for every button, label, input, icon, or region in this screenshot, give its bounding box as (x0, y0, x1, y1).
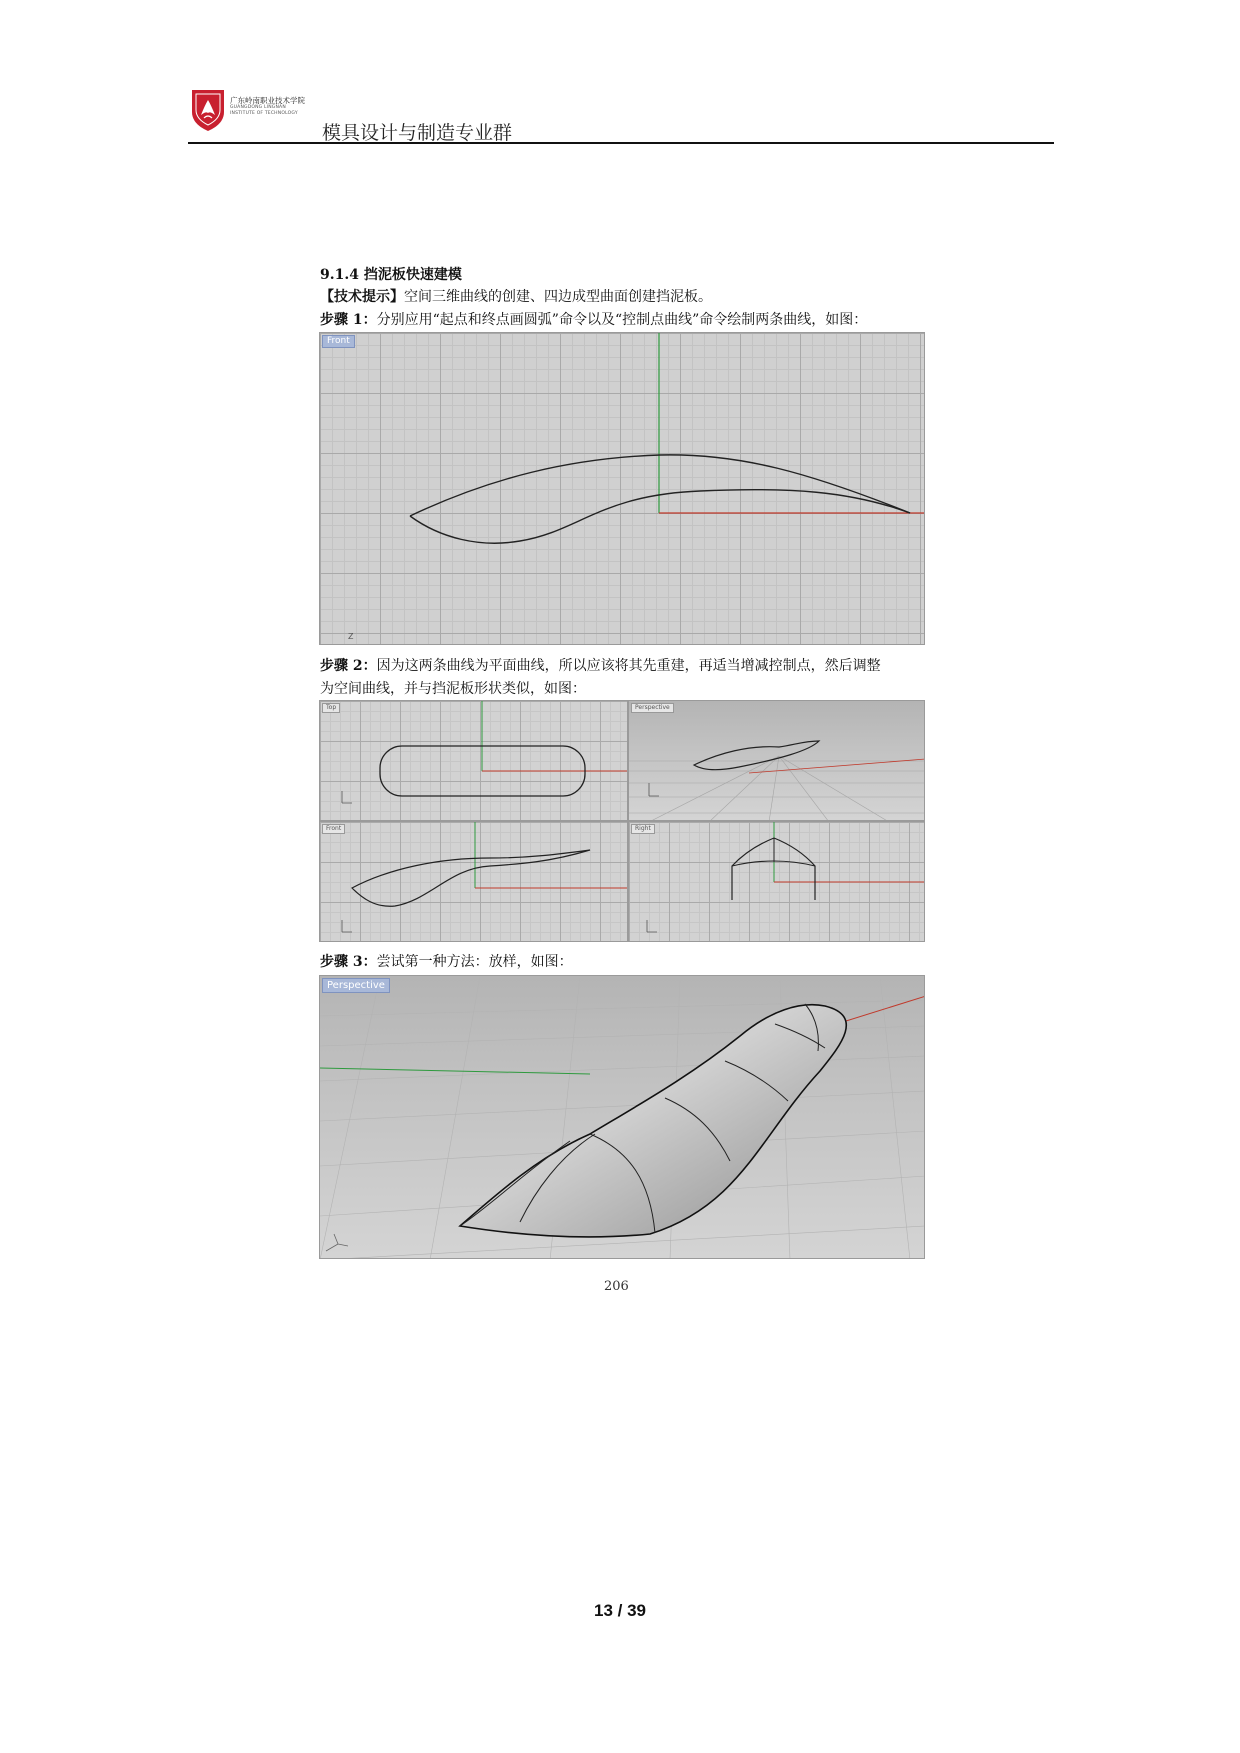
figure3-viewport-label: Perspective (322, 978, 390, 993)
figure2-perspective-curves (629, 701, 925, 821)
figure2-right-viewport (628, 821, 925, 942)
step2-label: 步骤 2： (320, 658, 377, 674)
figure3-perspective-viewport (319, 975, 925, 1259)
tech-tip-text: 空间三维曲线的创建、四边成型曲面创建挡泥板。 (404, 289, 712, 305)
step1-text: 分别应用“起点和终点画圆弧”命令以及“控制点曲线”命令绘制两条曲线，如图： (376, 312, 868, 328)
figure2-front-label: Front (322, 824, 345, 834)
figure1-viewport-label: Front (322, 335, 355, 348)
figure2-right-curves (629, 822, 925, 942)
svg-text:Z: Z (348, 632, 354, 641)
figure2-perspective-label: Perspective (631, 703, 674, 713)
figure2-front-viewport (319, 821, 628, 942)
step2-line1 (320, 655, 881, 675)
step3-text: 尝试第一种方法：放样，如图： (376, 954, 573, 970)
step2-line2: 为空间曲线，并与挡泥板形状类似，如图： (320, 681, 586, 697)
figure1-curves (320, 333, 925, 645)
figure1-front-viewport (319, 332, 925, 645)
school-logo (190, 88, 226, 132)
school-name-cn: 广东岭南职业技术学院 (230, 96, 305, 105)
figure2-quad-viewports (319, 700, 925, 942)
tech-tip-label: 【技术提示】 (320, 289, 404, 305)
school-name-en-2: INSTITUTE OF TECHNOLOGY (230, 110, 298, 116)
figure2-front-curves (320, 822, 628, 942)
figure2-perspective-viewport (628, 700, 925, 821)
page-counter: 13 / 39 (594, 1601, 646, 1620)
inner-page-number: 206 (604, 1279, 629, 1294)
group-title: 模具设计与制造专业群 (322, 122, 513, 144)
step3-label: 步骤 3： (320, 954, 377, 970)
tech-tip (320, 286, 712, 306)
figure2-top-label: Top (322, 703, 340, 713)
figure2-right-label: Right (631, 824, 655, 834)
school-name-en-1: GUANGDONG LINGNAN (230, 105, 286, 110)
figure2-top-viewport (319, 700, 628, 821)
step2-text-1: 因为这两条曲线为平面曲线，所以应该将其先重建，再适当增减控制点，然后调整 (376, 658, 881, 674)
header-divider (188, 142, 1054, 144)
figure2-top-curves (320, 701, 628, 821)
step1 (320, 309, 867, 329)
school-name (230, 96, 350, 116)
figure3-lofted-surface (320, 976, 925, 1259)
step3 (320, 951, 573, 971)
section-heading: 9.1.4 挡泥板快速建模 (320, 267, 462, 283)
step1-label: 步骤 1： (320, 312, 377, 328)
